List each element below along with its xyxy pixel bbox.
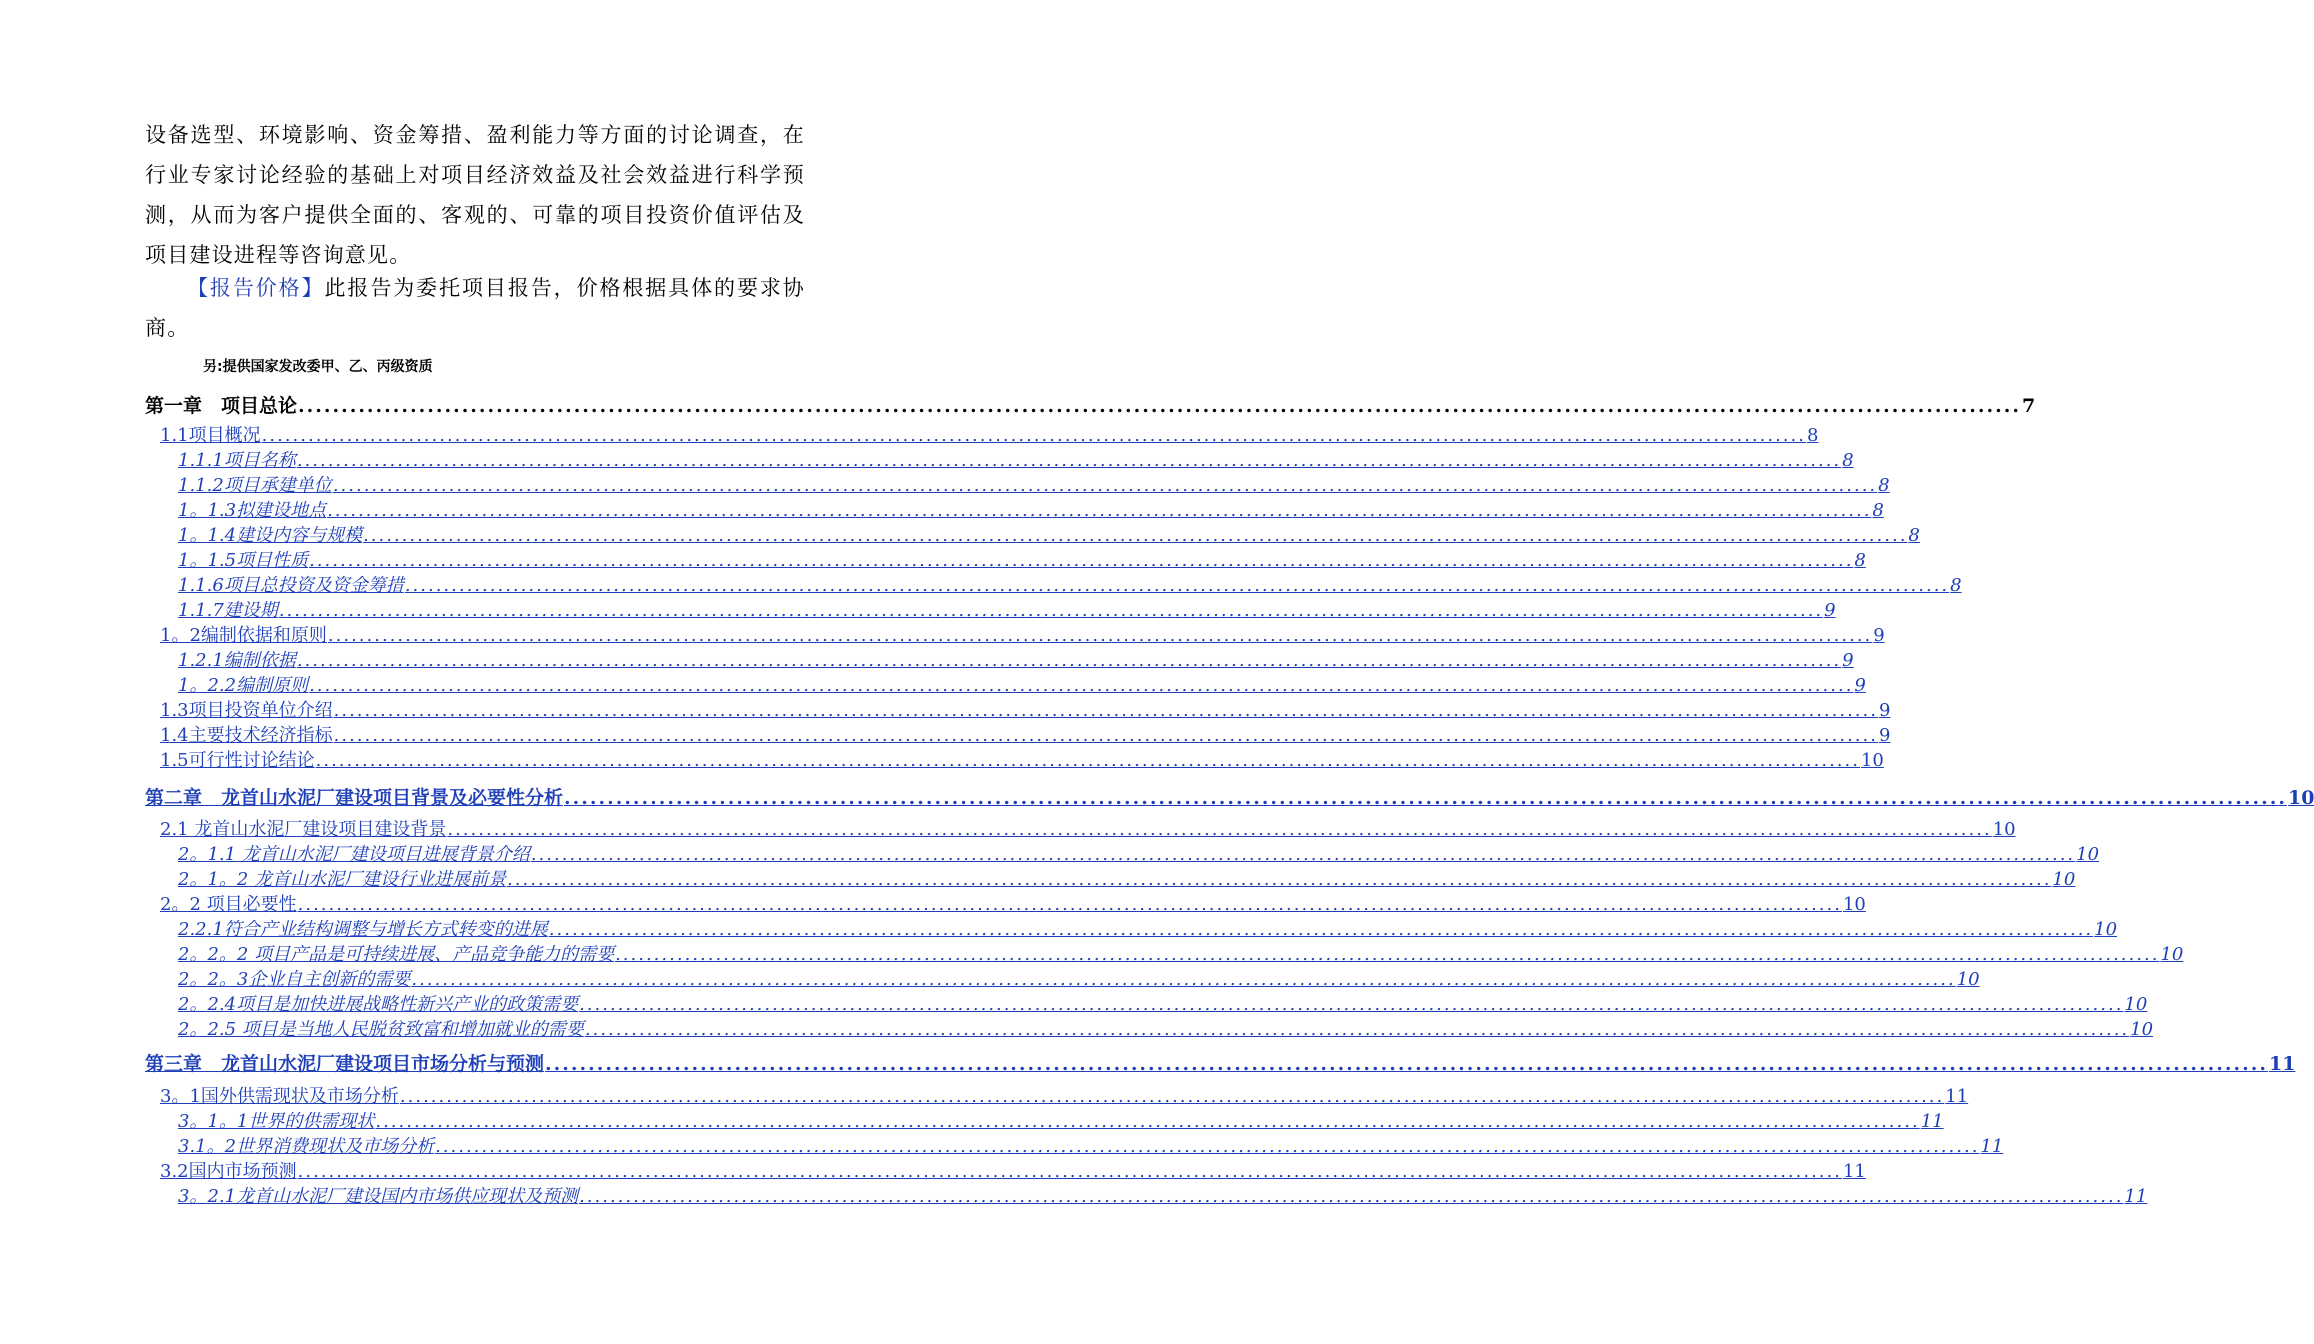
- toc-leader-dots: ........................................................................................................................................................................................................: [315, 750, 1860, 771]
- toc-entry-title: 第一章 项目总论: [145, 395, 298, 417]
- toc-entry[interactable]: [178, 1018, 2154, 1042]
- toc-entry-title: 1.1.2项目承建单位: [178, 475, 332, 496]
- price-paragraph-end: 商。: [145, 316, 190, 340]
- toc-entry-title: 1。1.3拟建设地点: [178, 500, 327, 521]
- toc-entry-title: 1。2编制依据和原则: [160, 625, 327, 646]
- toc-entry-page: 10: [1956, 969, 1980, 990]
- toc-entry[interactable]: [178, 943, 2184, 967]
- toc-entry-title: 1.1项目概况: [160, 425, 261, 446]
- toc-entry-title: 3。2.1龙首山水泥厂建设国内市场供应现状及预测: [178, 1186, 579, 1207]
- toc-entry-page: 11: [2268, 1053, 2296, 1075]
- toc-entry-page: 9: [1854, 675, 1866, 696]
- toc-entry[interactable]: [178, 843, 2100, 867]
- toc-entry[interactable]: [178, 868, 2076, 892]
- toc-entry-title: 2。2.4项目是加快进展战略性新兴产业的政策需要: [178, 994, 579, 1015]
- toc-entry-title: 1.2.1编制依据: [178, 650, 296, 671]
- toc-entry[interactable]: [160, 1160, 1866, 1184]
- toc-entry-title: 2。2。3企业自主创新的需要: [178, 969, 411, 990]
- toc-leader-dots: ........................................................................................................................................................................................................: [297, 894, 1842, 915]
- toc-entry[interactable]: [178, 993, 2148, 1017]
- toc-entry-title: 1。1.5项目性质: [178, 550, 309, 571]
- toc-entry-title: 1.5可行性讨论结论: [160, 750, 315, 771]
- toc-entry[interactable]: [178, 1135, 2004, 1159]
- toc-entry-page: 10: [2160, 944, 2184, 965]
- toc-entry-page: 10: [2094, 919, 2118, 940]
- toc-leader-dots: ........................................................................................................................................................................................................: [404, 575, 1950, 596]
- toc-leader-dots: ........................................................................................................................................................................................................: [507, 869, 2052, 890]
- toc-leader-dots: ........................................................................................................................................................................................................: [399, 1086, 1945, 1107]
- toc-entry-title: 1.4主要技术经济指标: [160, 725, 333, 746]
- toc-leader-dots: ........................................................................................................................................................................................................: [296, 650, 1842, 671]
- toc-leader-dots: ........................................................................................................................................................................................................: [309, 550, 1854, 571]
- qualification-note: 另:提供国家发改委甲、乙、丙级资质: [203, 359, 433, 375]
- toc-entry-page: 10: [2076, 844, 2100, 865]
- toc-leader-dots: ........................................................................................................................................................................................................: [298, 395, 2021, 417]
- toc-entry[interactable]: [145, 392, 2036, 420]
- toc-entry-page: 9: [1878, 725, 1891, 746]
- toc-leader-dots: ........................................................................................................................................................................................................: [447, 819, 1992, 840]
- toc-entry-page: 11: [2124, 1186, 2148, 1207]
- toc-entry-page: 8: [1842, 450, 1854, 471]
- toc-entry[interactable]: [160, 1085, 1969, 1109]
- toc-leader-dots: ........................................................................................................................................................................................................: [296, 450, 1842, 471]
- toc-entry[interactable]: [160, 818, 2016, 842]
- toc-entry-page: 9: [1842, 650, 1854, 671]
- body-paragraph-line: 测，从而为客户提供全面的、客观的、可靠的项目投资价值评估及: [145, 203, 805, 227]
- toc-entry-title: 第三章 龙首山水泥厂建设项目市场分析与预测: [145, 1053, 545, 1075]
- toc-leader-dots: ........................................................................................................................................................................................................: [579, 994, 2124, 1015]
- toc-leader-dots: ........................................................................................................................................................................................................: [363, 525, 1908, 546]
- toc-entry[interactable]: [178, 474, 1890, 498]
- body-paragraph-line: 设备选型、环境影响、资金筹措、盈利能力等方面的讨论调查，在: [145, 123, 805, 147]
- toc-entry-title: 2。2。2 项目产品是可持续进展、产品竞争能力的需要: [178, 944, 615, 965]
- toc-leader-dots: ........................................................................................................................................................................................................: [375, 1111, 1920, 1132]
- body-paragraph-line: 行业专家讨论经验的基础上对项目经济效益及社会效益进行科学预: [145, 163, 805, 187]
- toc-entry-page: 8: [1806, 425, 1819, 446]
- toc-leader-dots: ........................................................................................................................................................................................................: [297, 1161, 1842, 1182]
- toc-entry[interactable]: [178, 1110, 1944, 1134]
- toc-leader-dots: ........................................................................................................................................................................................................: [333, 725, 1878, 746]
- toc-leader-dots: ........................................................................................................................................................................................................: [548, 919, 2094, 940]
- toc-entry[interactable]: [160, 699, 1891, 723]
- toc-entry-title: 3.2国内市场预测: [160, 1161, 297, 1182]
- toc-entry[interactable]: [178, 968, 1980, 992]
- body-paragraph-line: 项目建设进程等咨询意见。: [145, 243, 412, 267]
- toc-entry-page: 10: [2052, 869, 2076, 890]
- toc-entry[interactable]: [178, 549, 1866, 573]
- toc-entry-page: 8: [1908, 525, 1920, 546]
- toc-entry-page: 11: [1842, 1161, 1866, 1182]
- toc-entry-title: 1.3项目投资单位介绍: [160, 700, 333, 721]
- toc-entry-title: 2.2.1符合产业结构调整与增长方式转变的进展: [178, 919, 548, 940]
- toc-entry[interactable]: [178, 574, 1962, 598]
- toc-leader-dots: ........................................................................................................................................................................................................: [615, 944, 2160, 965]
- toc-entry[interactable]: [160, 724, 1891, 748]
- toc-entry-title: 1.1.1项目名称: [178, 450, 296, 471]
- toc-leader-dots: ........................................................................................................................................................................................................: [584, 1019, 2130, 1040]
- toc-entry[interactable]: [160, 424, 1819, 448]
- toc-leader-dots: ........................................................................................................................................................................................................: [411, 969, 1956, 990]
- toc-entry-page: 10: [2124, 994, 2148, 1015]
- toc-entry-page: 10: [1842, 894, 1866, 915]
- price-paragraph: [187, 270, 805, 306]
- toc-entry-title: 1。1.4建设内容与规模: [178, 525, 363, 546]
- toc-entry-title: 1.1.6项目总投资及资金筹措: [178, 575, 404, 596]
- toc-entry-title: 2。2 项目必要性: [160, 894, 297, 915]
- toc-entry[interactable]: [178, 649, 1854, 673]
- toc-entry-page: 9: [1878, 700, 1891, 721]
- toc-entry-title: 第二章 龙首山水泥厂建设项目背景及必要性分析: [145, 787, 564, 809]
- toc-leader-dots: ........................................................................................................................................................................................................: [435, 1136, 1980, 1157]
- toc-leader-dots: ........................................................................................................................................................................................................: [309, 675, 1854, 696]
- toc-entry-title: 1.1.7建设期: [178, 600, 278, 621]
- toc-leader-dots: ........................................................................................................................................................................................................: [530, 844, 2076, 865]
- toc-entry-page: 9: [1873, 625, 1885, 646]
- toc-entry-page: 10: [2287, 787, 2314, 809]
- toc-leader-dots: ........................................................................................................................................................................................................: [564, 787, 2287, 809]
- toc-entry-page: 7: [2021, 395, 2036, 417]
- toc-entry-title: 3。1。1世界的供需现状: [178, 1111, 375, 1132]
- toc-entry[interactable]: [178, 599, 1836, 623]
- toc-entry-title: 2。1.1 龙首山水泥厂建设项目进展背景介绍: [178, 844, 530, 865]
- toc-entry-title: 3。1国外供需现状及市场分析: [160, 1086, 399, 1107]
- toc-entry-title: 2.1 龙首山水泥厂建设项目建设背景: [160, 819, 447, 840]
- toc-entry-page: 9: [1824, 600, 1836, 621]
- toc-entry-page: 10: [2130, 1019, 2154, 1040]
- toc-leader-dots: ........................................................................................................................................................................................................: [332, 475, 1878, 496]
- toc-entry[interactable]: [160, 893, 1866, 917]
- toc-entry[interactable]: [178, 449, 1854, 473]
- toc-leader-dots: ........................................................................................................................................................................................................: [261, 425, 1806, 446]
- toc-entry-page: 11: [1945, 1086, 1969, 1107]
- toc-entry[interactable]: [145, 1050, 2296, 1078]
- price-text: 此报告为委托项目报告，价格根据具体的要求协: [324, 276, 806, 300]
- price-label: 【报告价格】: [187, 276, 325, 300]
- toc-entry[interactable]: [178, 918, 2118, 942]
- toc-entry-page: 10: [1860, 750, 1884, 771]
- toc-entry-page: 8: [1854, 550, 1866, 571]
- toc-entry-page: 10: [1992, 819, 2016, 840]
- toc-entry-title: 3.1。2世界消费现状及市场分析: [178, 1136, 435, 1157]
- toc-leader-dots: ........................................................................................................................................................................................................: [579, 1186, 2124, 1207]
- toc-entry[interactable]: [145, 784, 2314, 812]
- toc-entry[interactable]: [160, 749, 1884, 773]
- toc-leader-dots: ........................................................................................................................................................................................................: [333, 700, 1878, 721]
- toc-entry[interactable]: [178, 674, 1866, 698]
- toc-entry[interactable]: [178, 524, 1920, 548]
- toc-leader-dots: ........................................................................................................................................................................................................: [327, 500, 1872, 521]
- toc-entry-title: 2。2.5 项目是当地人民脱贫致富和增加就业的需要: [178, 1019, 584, 1040]
- toc-leader-dots: ........................................................................................................................................................................................................: [278, 600, 1824, 621]
- toc-entry-title: 2。1。2 龙首山水泥厂建设行业进展前景: [178, 869, 507, 890]
- toc-entry[interactable]: [160, 624, 1885, 648]
- toc-leader-dots: ........................................................................................................................................................................................................: [545, 1053, 2268, 1075]
- toc-entry-title: 1。2.2编制原则: [178, 675, 309, 696]
- toc-entry-page: 11: [1920, 1111, 1944, 1132]
- toc-entry[interactable]: [178, 499, 1884, 523]
- toc-entry-page: 8: [1950, 575, 1962, 596]
- toc-entry-page: 11: [1980, 1136, 2004, 1157]
- toc-entry-page: 8: [1872, 500, 1884, 521]
- toc-leader-dots: ........................................................................................................................................................................................................: [327, 625, 1873, 646]
- toc-entry-page: 8: [1878, 475, 1890, 496]
- toc-entry[interactable]: [178, 1185, 2148, 1209]
